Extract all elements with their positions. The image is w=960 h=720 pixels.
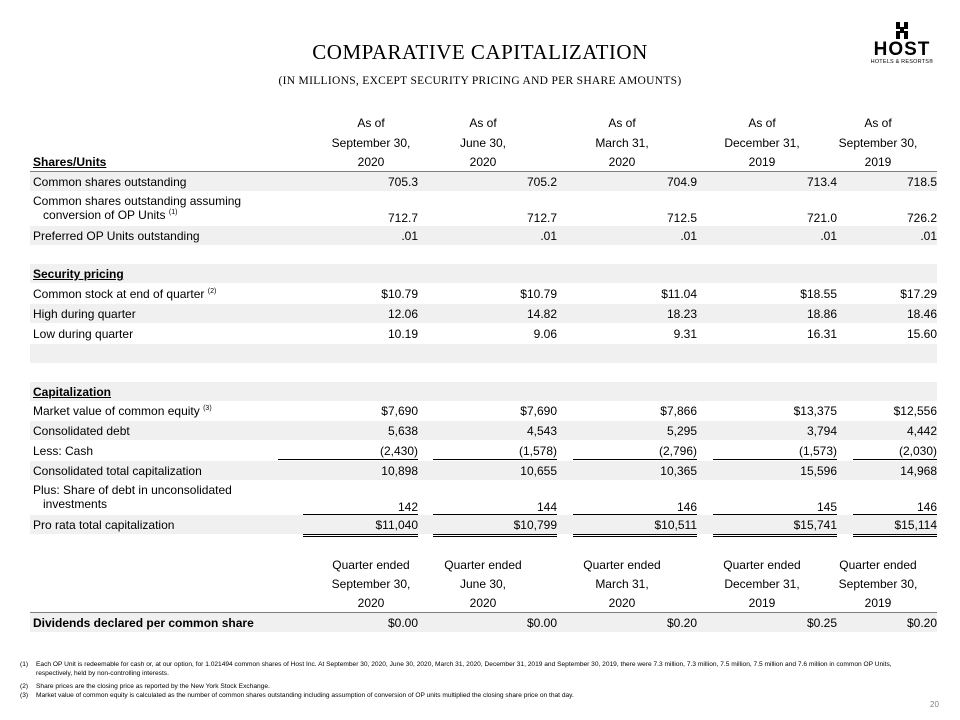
cell-value: $13,375 — [793, 404, 837, 418]
cell-value: 712.5 — [666, 211, 697, 225]
row-label — [33, 483, 232, 511]
col-header-line1: As of — [748, 116, 776, 130]
table-row — [30, 192, 937, 228]
cell-value: 18.46 — [906, 307, 937, 321]
div-header-line2: December 31, — [724, 577, 800, 591]
div-header-line1: Quarter ended — [583, 558, 661, 572]
footnote-text: Each OP Unit is redeemable for cash or, at our option, for 1.021494 common shares of Host Inc. At September 30, 2020, June 30, 2020, March 31, 2020, December 31, 2019 and September 30, 2019, there were 7.3 million, 7.3 million, 7.5 million, 7.5 million and 7.6 million in common OP Units, respectively, held by non-controlling interests. — [36, 661, 892, 677]
div-header-line2: June 30, — [459, 577, 507, 591]
cell-value: .01 — [540, 229, 557, 243]
cell-value: 10,365 — [660, 464, 697, 478]
cell-value: 16.31 — [806, 327, 837, 341]
cell-value: $10,511 — [654, 518, 697, 532]
table-row — [30, 481, 937, 517]
cell-value: 705.3 — [387, 175, 418, 189]
table-row — [30, 401, 937, 420]
cell-value: 146 — [676, 500, 697, 514]
row-label-line1: Common shares outstanding assuming — [33, 194, 242, 208]
cell-value: 718.5 — [906, 175, 937, 189]
table-row — [30, 304, 937, 323]
cell-value: 142 — [397, 500, 418, 514]
cell-value: 3,794 — [806, 424, 837, 438]
col-header-line2: June 30, — [459, 136, 507, 150]
cell-value: 9.06 — [533, 327, 557, 341]
footnote-ref: (3) — [203, 405, 212, 412]
cell-value: $7,690 — [381, 404, 418, 418]
col-header-line1: As of — [469, 116, 497, 130]
row-label — [33, 194, 241, 222]
cell-value: 721.0 — [806, 211, 837, 225]
cell-value: $11,040 — [375, 518, 418, 532]
cell-value: $18.55 — [800, 287, 837, 301]
row-label-line2: conversion of OP Units — [43, 208, 166, 222]
table-row — [30, 172, 937, 191]
shares-units-heading: Shares/Units — [33, 155, 107, 169]
row-label: Less: Cash — [33, 444, 94, 458]
table-row — [30, 515, 937, 534]
cell-value: $15,114 — [894, 518, 937, 532]
div-header-line1: Quarter ended — [839, 558, 917, 572]
col-header-line1: As of — [864, 116, 892, 130]
host-logo-icon — [895, 22, 909, 39]
section-heading-row — [30, 382, 937, 401]
table-row — [30, 421, 937, 440]
security-pricing-heading: Security pricing — [33, 267, 124, 281]
col-header-line2: March 31, — [595, 136, 649, 150]
cell-value: $11.04 — [661, 287, 697, 301]
table-row — [30, 284, 937, 303]
cell-value: $15,741 — [793, 518, 837, 532]
logo-tagline: HOTELS & RESORTS® — [870, 59, 934, 65]
row-label: Consolidated total capitalization — [33, 464, 202, 478]
div-header-line3: 2020 — [357, 596, 385, 610]
cell-value: 18.86 — [806, 307, 837, 321]
table-row — [30, 226, 937, 245]
table-row — [30, 441, 937, 460]
cell-value: 10,898 — [381, 464, 418, 478]
subtotal-rule — [853, 459, 937, 460]
header-row — [30, 152, 937, 171]
div-header-line3: 2020 — [608, 596, 636, 610]
cell-value: 712.7 — [387, 211, 418, 225]
row-label: High during quarter — [33, 307, 136, 321]
footnote — [20, 661, 920, 679]
logo-name: HOST — [873, 39, 931, 60]
col-header-line2: September 30, — [331, 136, 411, 150]
cell-value: $17.29 — [900, 287, 937, 301]
cell-value: 146 — [916, 500, 937, 514]
table-row — [30, 324, 937, 343]
cell-value: 9.31 — [673, 327, 697, 341]
row-label: Market value of common equity $^{(3)}$ — [33, 404, 212, 418]
row-label: Common shares outstanding — [33, 175, 187, 189]
cell-value: 144 — [536, 500, 557, 514]
subtotal-rule — [433, 459, 557, 460]
cell-value: $10.79 — [381, 287, 418, 301]
row-label: Common stock at end of quarter $^{(2)}$ — [33, 287, 217, 301]
div-header-line1: Quarter ended — [332, 558, 410, 572]
section-heading-row — [30, 264, 937, 283]
subtotal-rule — [713, 459, 837, 460]
host-logo — [862, 22, 942, 66]
cell-value: 15,596 — [800, 464, 837, 478]
row-label: Dividends declared per common share — [33, 616, 254, 630]
footnote-number: (2) — [20, 683, 29, 690]
page-number: 20 — [930, 700, 939, 709]
footnote-number: (3) — [20, 692, 29, 699]
cell-value: (2,030) — [898, 444, 937, 458]
cell-value: 5,638 — [387, 424, 418, 438]
total-double-rule — [853, 534, 937, 537]
cell-value: $7,690 — [520, 404, 557, 418]
cell-value: $10,799 — [513, 518, 557, 532]
cell-value: 726.2 — [906, 211, 937, 225]
cell-value: 12.06 — [387, 307, 418, 321]
cell-value: 5,295 — [666, 424, 697, 438]
cell-value: $0.20 — [906, 616, 937, 630]
total-double-rule — [573, 534, 697, 537]
cell-value: $10.79 — [520, 287, 557, 301]
cell-value: 4,442 — [906, 424, 937, 438]
footnote-text: Market value of common equity is calculated as the number of common shares outstanding including assumption of conversion of OP units multiplied the closing share price on that day. — [36, 692, 574, 699]
total-double-rule — [433, 534, 557, 537]
cell-value: 10,655 — [520, 464, 557, 478]
cell-value: 712.7 — [526, 211, 557, 225]
cell-value: (1,573) — [798, 444, 837, 458]
spacer-row — [30, 344, 937, 363]
row-label-line2: investments — [43, 497, 108, 511]
cell-value: $0.20 — [666, 616, 697, 630]
col-header-line2: September 30, — [838, 136, 918, 150]
cell-value: .01 — [401, 229, 418, 243]
page-subtitle: (IN MILLIONS, EXCEPT SECURITY PRICING AND PER SHARE AMOUNTS) — [278, 75, 682, 87]
cell-value: $12,556 — [893, 404, 937, 418]
cell-value: .01 — [680, 229, 697, 243]
footnote-text: Share prices are the closing price as reported by the New York Stock Exchange. — [36, 683, 270, 690]
cell-value: (1,578) — [518, 444, 557, 458]
col-header-line3: 2020 — [608, 155, 636, 169]
row-label: Consolidated debt — [33, 424, 130, 438]
cell-value: 15.60 — [906, 327, 937, 341]
page-title: COMPARATIVE CAPITALIZATION — [312, 40, 648, 64]
cell-value: 4,543 — [526, 424, 557, 438]
capitalization-heading: Capitalization — [33, 385, 112, 399]
div-header-line2: September 30, — [331, 577, 411, 591]
col-header-line2: December 31, — [724, 136, 800, 150]
col-header-line1: As of — [357, 116, 385, 130]
col-header-line3: 2020 — [357, 155, 385, 169]
row-label: Low during quarter — [33, 327, 134, 341]
div-header-line1: Quarter ended — [444, 558, 522, 572]
cell-value: $0.00 — [526, 616, 557, 630]
div-header-line2: March 31, — [595, 577, 649, 591]
cell-value: (2,796) — [658, 444, 697, 458]
total-double-rule — [303, 534, 418, 537]
row-label-line1: Plus: Share of debt in unconsolidated — [33, 483, 232, 497]
cell-value: 10.19 — [387, 327, 418, 341]
cell-value: $0.00 — [387, 616, 418, 630]
div-header-line1: Quarter ended — [723, 558, 801, 572]
footnote-number: (1) — [20, 661, 29, 668]
cell-value: 145 — [816, 500, 837, 514]
cell-value: .01 — [920, 229, 937, 243]
table-row — [30, 613, 937, 632]
cell-value: 704.9 — [666, 175, 697, 189]
cell-value: (2,430) — [379, 444, 418, 458]
cell-value: 713.4 — [806, 175, 837, 189]
cell-value: .01 — [820, 229, 837, 243]
div-header-line3: 2019 — [864, 596, 892, 610]
cell-value: $0.25 — [806, 616, 837, 630]
col-header-line3: 2019 — [748, 155, 776, 169]
div-header-line3: 2020 — [469, 596, 497, 610]
cell-value: 14,968 — [900, 464, 937, 478]
cell-value: 705.2 — [526, 175, 557, 189]
subtotal-rule — [278, 459, 418, 460]
cell-value: 18.23 — [666, 307, 697, 321]
div-header-line3: 2019 — [748, 596, 776, 610]
footnote-ref: (1) — [168, 209, 178, 216]
footnote-ref: (2) — [207, 288, 217, 295]
total-double-rule — [713, 534, 837, 537]
cell-value: $7,866 — [660, 404, 697, 418]
subtotal-rule — [573, 459, 697, 460]
row-label: Pro rata total capitalization — [33, 518, 175, 532]
row-label: Preferred OP Units outstanding — [33, 229, 200, 243]
col-header-line3: 2020 — [469, 155, 497, 169]
div-header-line2: September 30, — [838, 577, 918, 591]
table-row — [30, 461, 937, 480]
col-header-line1: As of — [608, 116, 636, 130]
col-header-line3: 2019 — [864, 155, 892, 169]
cell-value: 14.82 — [526, 307, 557, 321]
